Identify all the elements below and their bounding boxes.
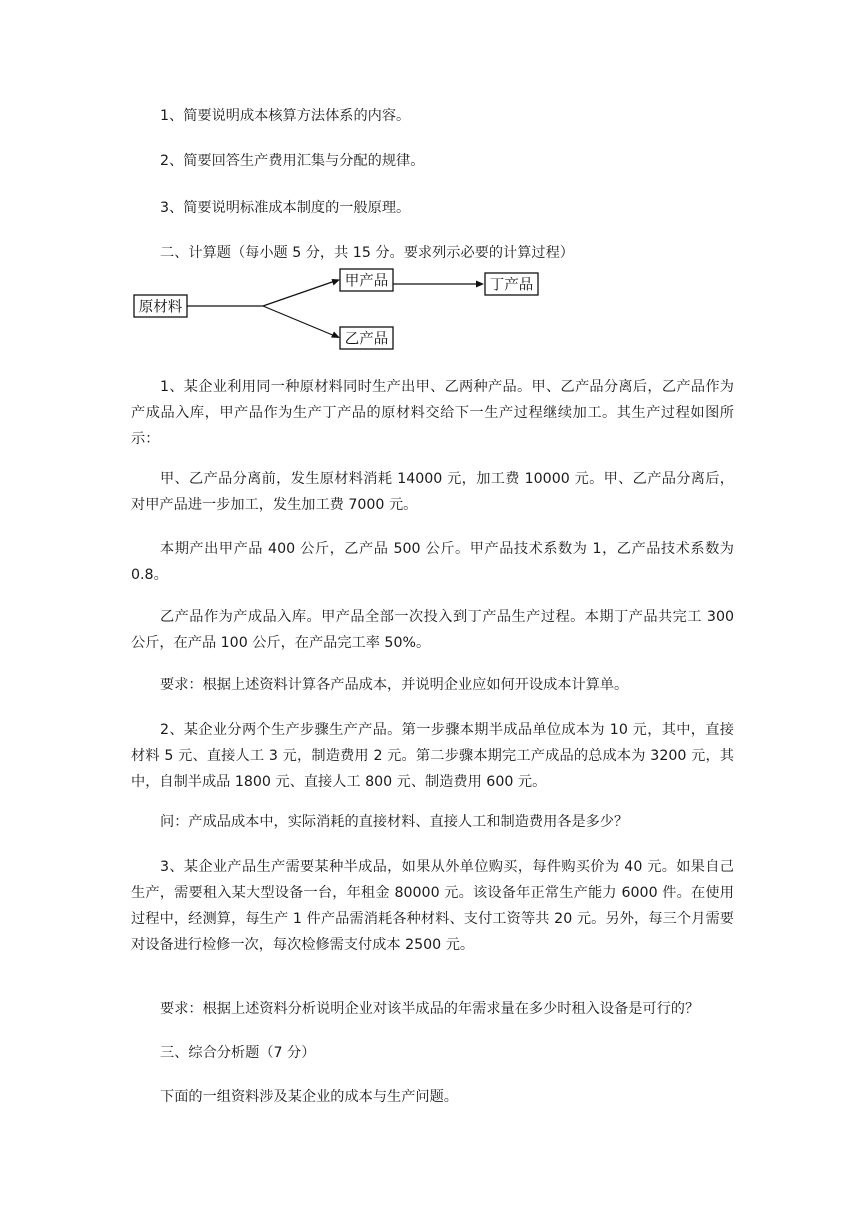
q2-paragraph-1: 2、某企业分两个生产步骤生产产品。第一步骤本期半成品单位成本为 10 元，其中，直接材料 5 元、直接人工 3 元，制造费用 2 元。第二步骤本期完工产成品的总成本为 3200 元，其中，自制半成品 1800 元、直接人工 800 元、制造费用 600 元。 (131, 722, 734, 790)
q3-requirement: 要求：根据上述资料分析说明企业对该半成品的年需求量在多少时租入设备是可行的？ (160, 1001, 700, 1017)
production-flow-diagram (130, 264, 550, 356)
section-2-heading: 二、计算题（每小题 5 分，共 15 分。要求列示必要的计算过程） (160, 245, 574, 261)
q1-paragraph-3: 本期产出甲产品 400 公斤，乙产品 500 公斤。甲产品技术系数为 1，乙产品技术系数为 0.8。 (131, 541, 734, 583)
flow-line-to-yi (263, 306, 335, 336)
short-question-1: 1、简要说明成本核算方法体系的内容。 (160, 108, 411, 124)
raw-material-label: 原材料 (138, 299, 183, 316)
q1-paragraph-2: 甲、乙产品分离前，发生原材料消耗 14000 元，加工费 10000 元。甲、乙产品分离后，对甲产品进一步加工，发生加工费 7000 元。 (131, 471, 734, 513)
section-3-intro: 下面的一组资料涉及某企业的成本与生产问题。 (160, 1089, 458, 1105)
product-ding-label: 丁产品 (489, 277, 534, 294)
q1-paragraph-4: 乙产品作为产成品入库。甲产品全部一次投入到丁产品生产过程。本期丁产品共完工 300 公斤，在产品 100 公斤，在产品完工率 50%。 (131, 609, 734, 651)
q2-question: 问：产成品成本中，实际消耗的直接材料、直接人工和制造费用各是多少？ (160, 814, 629, 830)
arrow-head-ding (476, 281, 484, 288)
product-yi-label: 乙产品 (344, 331, 389, 348)
short-question-2: 2、简要回答生产费用汇集与分配的规律。 (160, 153, 425, 169)
flow-line-to-jia (263, 281, 335, 306)
arrow-head-jia (332, 279, 341, 286)
q1-paragraph-1: 1、某企业利用同一种原材料同时生产出甲、乙两种产品。甲、乙产品分离后，乙产品作为产成品入库，甲产品作为生产丁产品的原材料交给下一生产过程继续加工。其生产过程如图所示： (131, 379, 734, 447)
q3-paragraph-1: 3、某企业产品生产需要某种半成品，如果从外单位购买，每件购买价为 40 元。如果自己生产，需要租入某大型设备一台，年租金 80000 元。该设备年正常生产能力 6000 件。在使用过程中，经测算，每生产 1 件产品需消耗各种材料、支付工资等共 20 元。另外，每三个月需要对设备进行检修一次，每次检修需支付成本 2500 元。 (131, 859, 734, 953)
q1-requirement: 要求：根据上述资料计算各产品成本，并说明企业应如何开设成本计算单。 (160, 677, 629, 693)
product-jia-label: 甲产品 (344, 273, 389, 290)
section-3-heading: 三、综合分析题（7 分） (160, 1045, 316, 1061)
short-question-3: 3、简要说明标准成本制度的一般原理。 (160, 200, 411, 216)
